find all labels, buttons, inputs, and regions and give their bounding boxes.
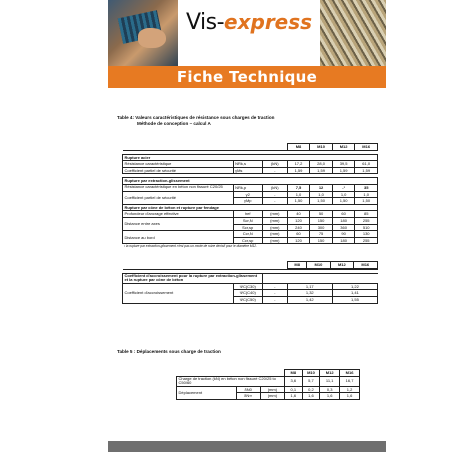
row-unit: (kN) — [262, 161, 287, 168]
cell-value: 1,55 — [332, 296, 377, 303]
cell-value: 50 — [310, 211, 333, 218]
page-title: Fiche Technique — [176, 68, 318, 86]
row-unit: - — [262, 290, 287, 297]
cell-value: 28,0 — [310, 161, 333, 168]
row-label: Profondeur d'ancrage effective — [123, 211, 234, 218]
footer-bar — [108, 441, 386, 452]
table4-footnote: ¹ la rupture par extraction-glissement n'est pas un mode de ruine décisif pour le diamètre M12. — [124, 244, 257, 249]
cell-value: 180 — [332, 217, 355, 224]
cell-value: 240 — [287, 224, 310, 231]
header-group — [287, 261, 377, 269]
table4-resistance — [122, 143, 378, 250]
col-header: M10 — [310, 144, 333, 151]
row-symbol: ΨC(C50) — [233, 296, 262, 303]
cell-value: 180 — [332, 237, 355, 244]
cell-value: 0,1 — [285, 386, 303, 393]
workshop-photo — [108, 0, 178, 66]
row-label: Charge de traction (kN) en béton non fissuré C20/25 to C50/60 — [177, 376, 285, 386]
cell-value: 35 — [355, 184, 378, 191]
row-unit: - — [262, 198, 287, 205]
cell-value: 1,41 — [332, 290, 377, 297]
table-row — [123, 191, 378, 198]
cell-value: 90 — [332, 231, 355, 238]
cell-value: 39,5 — [332, 161, 355, 168]
cell-value: 1,59 — [355, 167, 378, 174]
row-symbol: Scr,N — [233, 217, 262, 224]
row-unit: (mm) — [260, 393, 284, 400]
table-coefficient — [122, 261, 378, 304]
cell-value: 11,1 — [320, 376, 340, 386]
section-heading: Rupture par extraction-glissement — [123, 178, 378, 185]
table-row — [123, 217, 378, 224]
row-label: Coefficient d'accroissement — [123, 283, 234, 303]
row-symbol: γ2 — [233, 191, 262, 198]
table-row — [123, 184, 378, 191]
row-label: Résistance caractéristique — [123, 161, 234, 168]
table4-subtitle: Méthode de conception – calcul A — [137, 121, 211, 126]
cell-value: 1,6 — [340, 393, 360, 400]
empty-cell — [262, 273, 377, 283]
row-symbol: γMs — [233, 167, 262, 174]
cell-value: 0,2 — [302, 386, 320, 393]
vis-express-logo — [178, 10, 320, 56]
row-unit: (mm) — [262, 224, 287, 231]
hand-shape — [138, 28, 166, 48]
row-symbol: ΨC(C30) — [233, 283, 262, 290]
cell-value: 1,59 — [310, 167, 333, 174]
col-header: M16 — [340, 370, 360, 377]
cell-value: 60 — [287, 231, 310, 238]
row-symbol: γMp — [233, 198, 262, 205]
cell-value: 1,59 — [287, 167, 310, 174]
cell-value: 1,0 — [287, 191, 310, 198]
cell-value: 130 — [355, 231, 378, 238]
col-header: M12 — [330, 262, 353, 269]
cell-value: 1,22 — [332, 283, 377, 290]
row-unit: - — [262, 283, 287, 290]
cell-value: 255 — [355, 237, 378, 244]
row-unit: (kN) — [262, 184, 287, 191]
table-row — [177, 386, 360, 393]
logo-express-text: express — [224, 10, 313, 34]
row-symbol: NRk,p — [233, 184, 262, 191]
empty-cell — [233, 144, 262, 151]
cell-value: 1,6 — [320, 393, 340, 400]
row-unit: - — [262, 167, 287, 174]
cell-value: 360 — [332, 224, 355, 231]
cell-value: 1,42 — [287, 296, 332, 303]
cell-value: 1,2 — [340, 386, 360, 393]
row-unit: (mm) — [262, 211, 287, 218]
table4-title-text: Table 4: Valeurs caractéristiques de résistance sous charges de traction — [117, 115, 275, 120]
cell-value: 61,0 — [355, 161, 378, 168]
col-header: M8 — [285, 370, 303, 377]
logo-vis-text: Vis- — [185, 10, 225, 35]
col-header: M8 — [287, 144, 310, 151]
row-label: Distance entre axes — [123, 217, 234, 230]
cell-value: 1,0 — [355, 191, 378, 198]
cell-value: 7,5 — [287, 184, 310, 191]
cell-value: 1,50 — [332, 198, 355, 205]
cell-value: 1,0 — [310, 191, 333, 198]
table5-displacements — [176, 369, 360, 400]
row-label: Coefficient partiel de sécurité — [123, 191, 234, 204]
cell-value: 1,17 — [287, 283, 332, 290]
cell-value: 1,50 — [310, 198, 333, 205]
row-label: Distance au bord — [123, 231, 234, 244]
row-symbol: hef — [233, 211, 262, 218]
cell-value: 3,6 — [285, 376, 303, 386]
row-symbol: Scr,sp — [233, 224, 262, 231]
col-header: M10 — [302, 370, 320, 377]
cell-value: 40 — [287, 211, 310, 218]
row-symbol: Ccr,sp — [233, 237, 262, 244]
table-row — [123, 283, 378, 290]
col-header: M10 — [307, 262, 330, 269]
cell-value: 1,32 — [287, 290, 332, 297]
table-row — [123, 167, 378, 174]
table-row — [177, 376, 360, 386]
row-unit: - — [262, 191, 287, 198]
table5-title: Table 5 : Déplacements sous charge de traction — [117, 349, 221, 354]
cell-value: 1,6 — [302, 393, 320, 400]
row-symbol: NRk,s — [233, 161, 262, 168]
row-label: Déplacement — [177, 386, 237, 399]
table-row — [123, 161, 378, 168]
row-label: Résistance caractéristique en béton non fissuré C20/25 — [123, 184, 234, 191]
row-unit: (mm) — [262, 231, 287, 238]
coef-header-table — [287, 261, 377, 269]
empty-cell — [262, 261, 287, 269]
cell-value: 120 — [287, 217, 310, 224]
empty-cell — [233, 261, 262, 269]
title-bar — [108, 66, 386, 88]
col-header: M12 — [332, 144, 355, 151]
section-heading: Rupture par cône de béton et rupture par fendage — [123, 204, 378, 211]
empty-cell — [123, 144, 234, 151]
empty-cell — [123, 261, 234, 269]
row-unit: (mm) — [260, 386, 284, 393]
cell-value: 60 — [332, 211, 355, 218]
row-symbol: δN∞ — [236, 393, 260, 400]
cell-value: 1,59 — [332, 167, 355, 174]
table4-title — [117, 115, 357, 127]
header-banner — [108, 0, 386, 88]
col-header: M8 — [288, 262, 307, 269]
cell-value: 5,7 — [302, 376, 320, 386]
cell-value: -¹ — [332, 184, 355, 191]
technical-sheet-page — [108, 0, 386, 452]
cell-value: 17,2 — [287, 161, 310, 168]
col-header: M16 — [354, 262, 377, 269]
cell-value: 75 — [310, 231, 333, 238]
row-symbol: δN0 — [236, 386, 260, 393]
cell-value: 150 — [310, 217, 333, 224]
section-heading: Rupture acier — [123, 154, 378, 161]
section-heading: Coefficient d'accroissement pour la rupture par extraction-glissement et la rupture par cône de béton — [123, 273, 263, 283]
cell-value: 1,50 — [287, 198, 310, 205]
cell-value: 255 — [355, 217, 378, 224]
row-label: Coefficient partiel de sécurité — [123, 167, 234, 174]
cell-value: 120 — [287, 237, 310, 244]
col-header: M12 — [320, 370, 340, 377]
cell-value: 1,6 — [285, 393, 303, 400]
cell-value: 1,50 — [355, 198, 378, 205]
cell-value: 510 — [355, 224, 378, 231]
cell-value: 85 — [355, 211, 378, 218]
screws-photo — [320, 0, 386, 66]
cell-value: 16,7 — [340, 376, 360, 386]
row-symbol: Ccr,N — [233, 231, 262, 238]
table-row — [123, 211, 378, 218]
row-unit: (mm) — [262, 217, 287, 224]
table-row — [123, 231, 378, 238]
cell-value: 150 — [310, 237, 333, 244]
cell-value: 0,3 — [320, 386, 340, 393]
cell-value: 12 — [310, 184, 333, 191]
row-symbol: ΨC(C40) — [233, 290, 262, 297]
cell-value: 1,0 — [332, 191, 355, 198]
col-header: M16 — [355, 144, 378, 151]
cell-value: 300 — [310, 224, 333, 231]
empty-cell — [262, 144, 287, 151]
row-unit: (mm) — [262, 237, 287, 244]
row-unit: - — [262, 296, 287, 303]
